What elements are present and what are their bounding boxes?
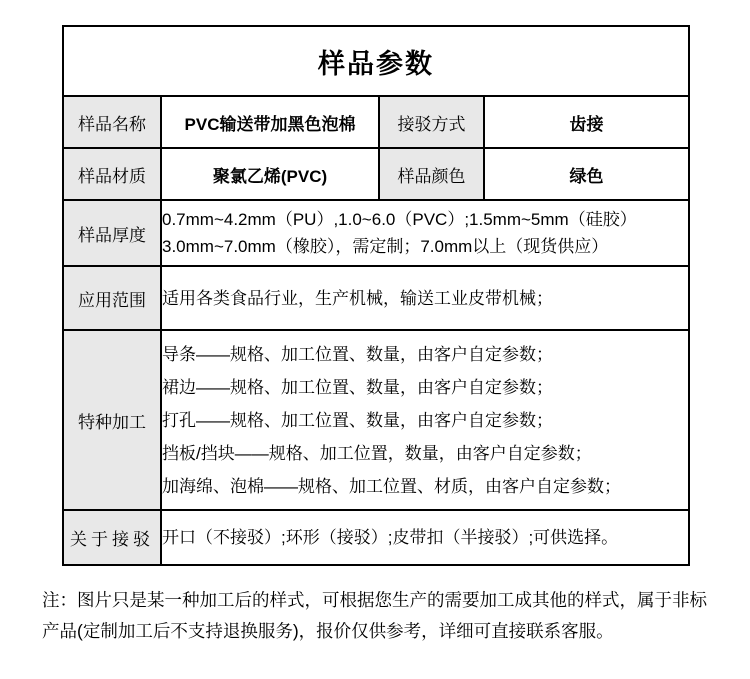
table-row [63,148,689,200]
about-joining-value: 开口（不接驳）;环形（接驳）;皮带扣（半接驳）;可供选择。 [161,510,689,565]
sample-thickness-value [161,200,689,266]
joining-method-value: 齿接 [484,96,689,148]
table-row [63,330,689,510]
application-range-value: 适用各类食品行业，生产机械，输送工业皮带机械； [161,266,689,330]
table-row [63,200,689,266]
table-title-row [63,26,689,96]
table-row [63,510,689,565]
special-processing-line: 裙边——规格、加工位置、数量，由客户自定参数； [162,377,553,397]
special-processing-value [161,330,689,510]
table-row [63,96,689,148]
special-processing-line: 打孔——规格、加工位置、数量，由客户自定参数； [162,410,553,430]
sample-name-label: 样品名称 [63,96,161,148]
special-processing-line: 挡板/挡块——规格、加工位置，数量，由客户自定参数； [162,443,592,463]
special-processing-label: 特种加工 [63,330,161,510]
special-processing-line: 导条——规格、加工位置、数量，由客户自定参数； [162,344,553,364]
table-title: 样品参数 [63,26,689,96]
joining-method-label: 接驳方式 [379,96,484,148]
sample-thickness-label: 样品厚度 [63,200,161,266]
thickness-line-1: 0.7mm~4.2mm（PU）,1.0~6.0（PVC）;1.5mm~5mm（硅胶） [162,210,637,229]
sample-parameters-table [62,25,690,566]
about-joining-label: 关于接驳 [63,510,161,565]
sample-material-label: 样品材质 [63,148,161,200]
footnote-text: 注：图片只是某一种加工后的样式，可根据您生产的需要加工成其他的样式，属于非标产品(定制加工后不支持退换服务)，报价仅供参考，详细可直接联系客服。 [42,590,707,641]
sample-name-value: PVC输送带加黑色泡棉 [161,96,379,148]
table-row [63,266,689,330]
sample-color-value: 绿色 [484,148,689,200]
sample-material-value: 聚氯乙烯(PVC) [161,148,379,200]
sample-color-label: 样品颜色 [379,148,484,200]
thickness-line-2: 3.0mm~7.0mm（橡胶），需定制；7.0mm以上（现货供应） [162,237,609,256]
application-range-label: 应用范围 [63,266,161,330]
special-processing-line: 加海绵、泡棉——规格、加工位置、材质，由客户自定参数； [162,476,621,496]
